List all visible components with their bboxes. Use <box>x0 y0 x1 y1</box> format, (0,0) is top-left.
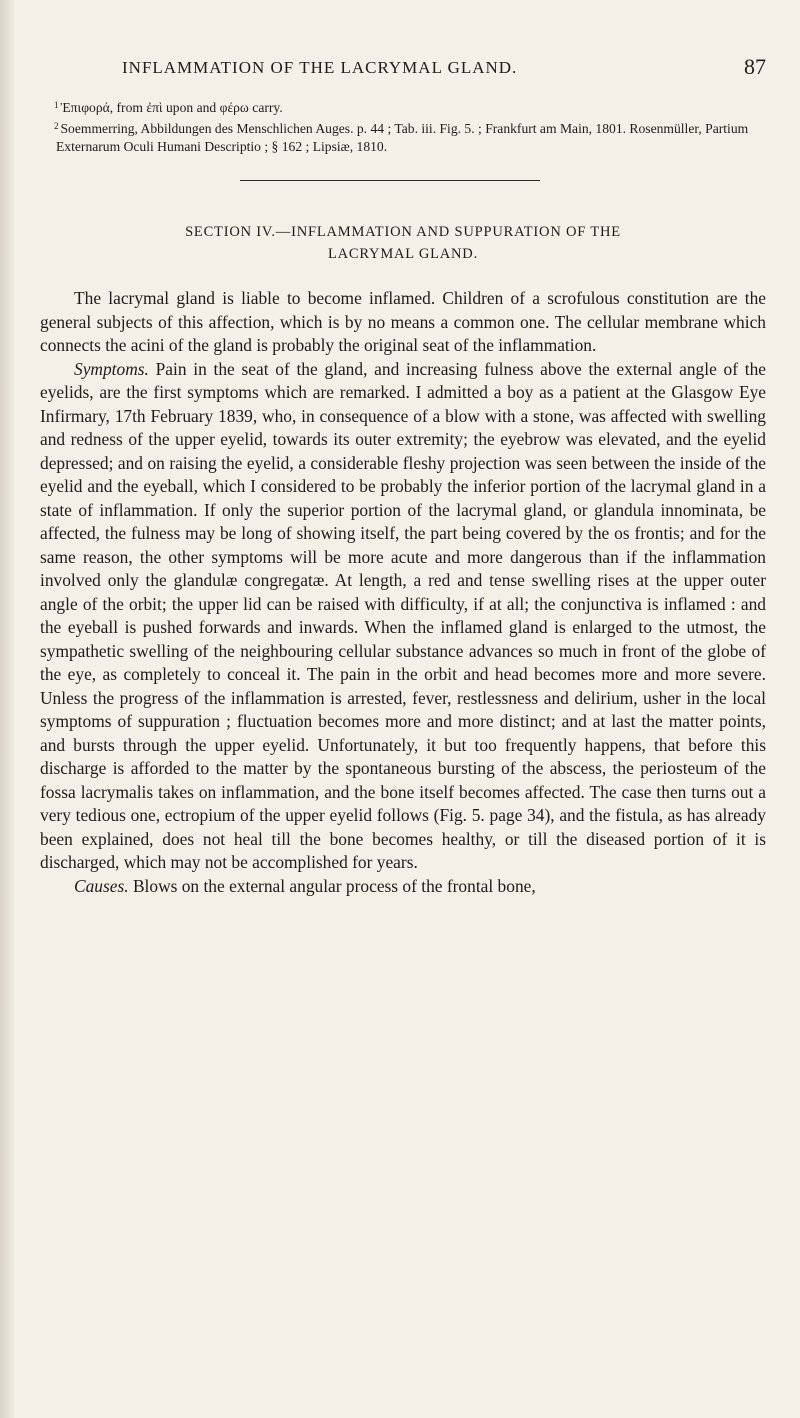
section-divider <box>240 180 540 181</box>
section-heading <box>40 221 766 265</box>
paragraph-lead-causes: Causes. <box>74 875 129 896</box>
running-title: INFLAMMATION OF THE LACRYMAL GLAND. <box>122 58 518 77</box>
body-text <box>40 287 766 898</box>
footnote-marker: 1 <box>54 100 59 110</box>
footnote-text: Soemmerring, Abbildungen des Menschlichen Auges. p. 44 ; Tab. iii. Fig. 5. ; Frankfurt am Main, 1801. Rosenmüller, Partium Externarum Oculi Humani Descriptio ; § 162 ; Lipsiæ, 1810. <box>56 121 749 154</box>
section-heading-line-1: SECTION IV.—INFLAMMATION AND SUPPURATION OF THE <box>185 224 621 240</box>
paragraph-causes <box>40 875 766 899</box>
footnote-1 <box>40 96 766 117</box>
footnotes <box>40 96 766 156</box>
book-page <box>40 54 766 898</box>
footnote-text: Ἐπιφορά, from ἐπὶ upon and φέρω carry. <box>60 100 283 115</box>
footnote-marker: 2 <box>54 121 59 131</box>
book-spine-shadow <box>0 0 14 1418</box>
section-heading-line-2: LACRYMAL GLAND. <box>327 246 479 262</box>
paragraph-intro <box>40 287 766 358</box>
paragraph-lead-symptoms: Symptoms. <box>74 358 149 379</box>
footnote-2 <box>40 117 766 156</box>
page-header <box>40 54 766 88</box>
paragraph-symptoms <box>40 358 766 875</box>
page-number: 87 <box>744 54 766 79</box>
paragraph-text: Blows on the external angular process of the frontal bone, <box>128 875 536 896</box>
paragraph-text: Pain in the seat of the gland, and increasing fulness above the external angle of the eyelids, are the first symptoms which are remarked. I admitted a boy as a patient at the Glasgow Eye Infirmary, 17th February 1839, who, in consequence of a blow with a stone, was affected with swelling and redness of the upper eyelid, towards its outer extremity; the eyebrow was elevated, and the eyelid depressed; and on raising the eyelid, a considerable fleshy projection was seen between the inside of the eyelid and the eyeball, which I considered to be probably the inferior portion of the lacrymal gland in a state of inflammation. If only the superior portion of the lacrymal gland, or glandula innominata, be affected, the fulness may be long of showing itself, the part being covered by the os frontis; and for the same reason, the other symptoms will be more acute and more dangerous than if the inflammation involved only the glandulæ congregatæ. At length, a red and tense swelling rises at the upper outer angle of the orbit; the upper lid can be raised with difficulty, if at all; the conjunctiva is inflamed : and the eyeball is pushed forwards and inwards. When the inflamed gland is enlarged to the utmost, the sympathetic swelling of the neighbouring cellular substance advances so much in front of the globe of the eye, as completely to conceal it. The pain in the orbit and head becomes more and more severe. Unless the progress of the inflammation is arrested, fever, restlessness and delirium, usher in the local symptoms of suppuration ; fluctuation becomes more and more distinct; and at last the matter points, and bursts through the upper eyelid. Unfortunately, it but too frequently happens, that before this discharge is afforded to the matter by the spontaneous bursting of the abscess, the periosteum of the fossa lacrymalis takes on inflammation, and the bone itself becomes affected. The case then turns out a very tedious one, ectropium of the upper eyelid follows (Fig. 5. page 34), and the fistula, as has already been explained, does not heal till the bone becomes healthy, or till the diseased portion of it is discharged, which may not be accomplished for years. <box>40 358 766 872</box>
paragraph-text: The lacrymal gland is liable to become inflamed. Children of a scrofulous constitution are the general subjects of this affection, which is by no means a common one. The cellular membrane which connects the acini of the gland is probably the original seat of the inflammation. <box>40 288 766 355</box>
